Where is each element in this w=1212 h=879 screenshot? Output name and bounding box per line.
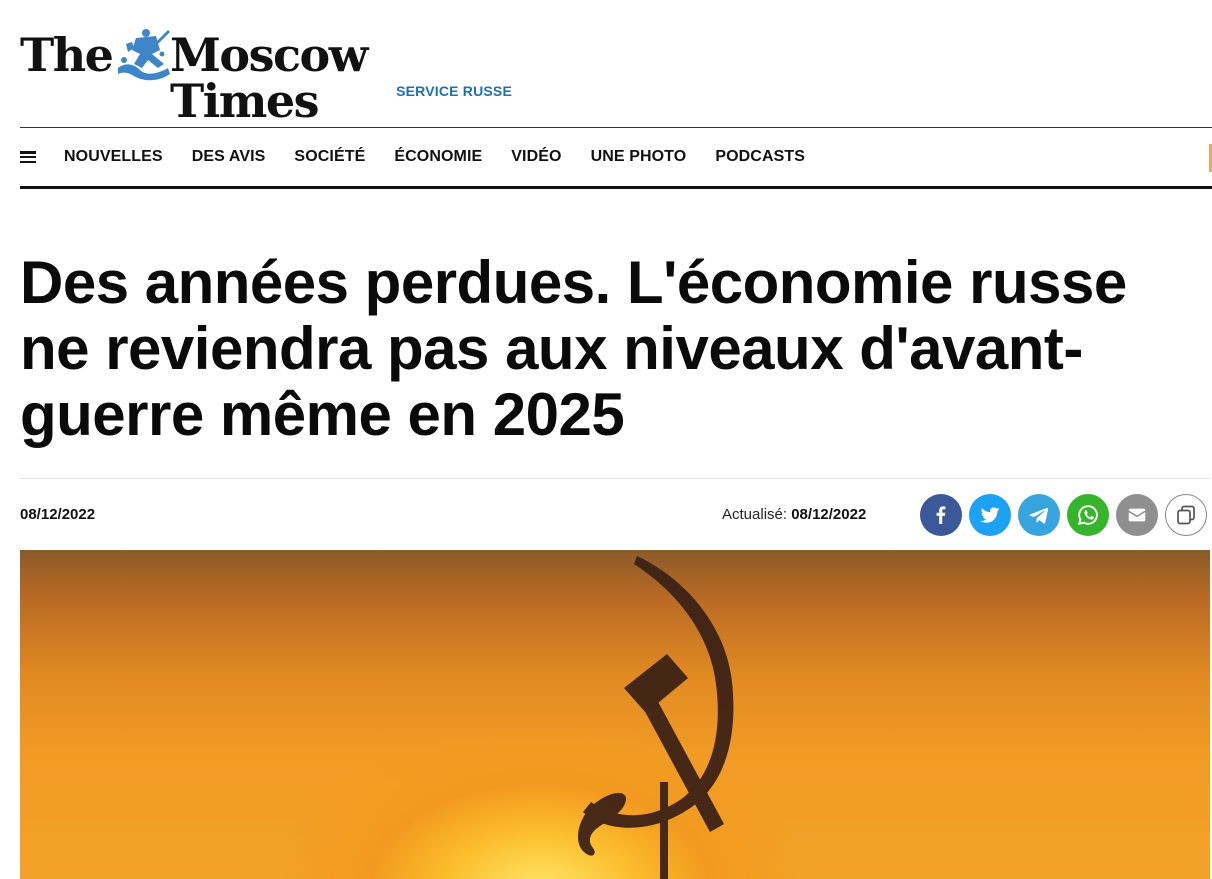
telegram-share-button[interactable] bbox=[1018, 494, 1060, 536]
nav-item-video[interactable]: VIDÉO bbox=[511, 148, 562, 165]
whatsapp-share-button[interactable] bbox=[1067, 494, 1109, 536]
updated-info bbox=[722, 506, 866, 523]
updated-label: Actualisé: bbox=[722, 506, 788, 523]
facebook-share-button[interactable] bbox=[920, 494, 962, 536]
twitter-share-button[interactable] bbox=[969, 494, 1011, 536]
article-headline: Des années perdues. L'économie russe ne reviendra pas aux niveaux d'avant-guerre même en 2025 bbox=[20, 249, 1127, 448]
twitter-icon bbox=[979, 504, 1001, 526]
email-icon bbox=[1126, 504, 1148, 526]
nav-item-des-avis[interactable]: DES AVIS bbox=[191, 148, 266, 165]
copy-link-button[interactable] bbox=[1165, 494, 1207, 536]
publish-date: 08/12/2022 bbox=[20, 506, 96, 523]
nav-item-une-photo[interactable]: UNE PHOTO bbox=[590, 148, 687, 165]
logo-subtitle: SERVICE RUSSE bbox=[396, 83, 512, 99]
site-logo[interactable] bbox=[20, 22, 520, 128]
nav-item-societe[interactable]: SOCIÉTÉ bbox=[294, 148, 366, 165]
nav-item-economie[interactable]: ÉCONOMIE bbox=[394, 148, 483, 165]
copy-link-icon bbox=[1174, 503, 1198, 527]
logo-word-moscow-times: Moscow Times bbox=[170, 28, 367, 128]
logo-word-the: The bbox=[20, 28, 113, 82]
updated-date: 08/12/2022 bbox=[791, 506, 867, 523]
headline-divider bbox=[20, 478, 1210, 479]
hamburger-menu-icon[interactable] bbox=[20, 151, 36, 163]
hammer-and-sickle-silhouette bbox=[20, 550, 1210, 879]
whatsapp-icon bbox=[1076, 503, 1100, 527]
facebook-icon bbox=[931, 505, 951, 525]
telegram-icon bbox=[1028, 504, 1050, 526]
email-share-button[interactable] bbox=[1116, 494, 1158, 536]
main-nav bbox=[20, 127, 1212, 189]
article-hero-image bbox=[20, 550, 1210, 879]
nav-item-podcasts[interactable]: PODCASTS bbox=[715, 148, 806, 165]
st-george-emblem-icon bbox=[112, 24, 174, 86]
nav-item-nouvelles[interactable]: NOUVELLES bbox=[64, 148, 163, 165]
share-buttons bbox=[920, 494, 1207, 536]
